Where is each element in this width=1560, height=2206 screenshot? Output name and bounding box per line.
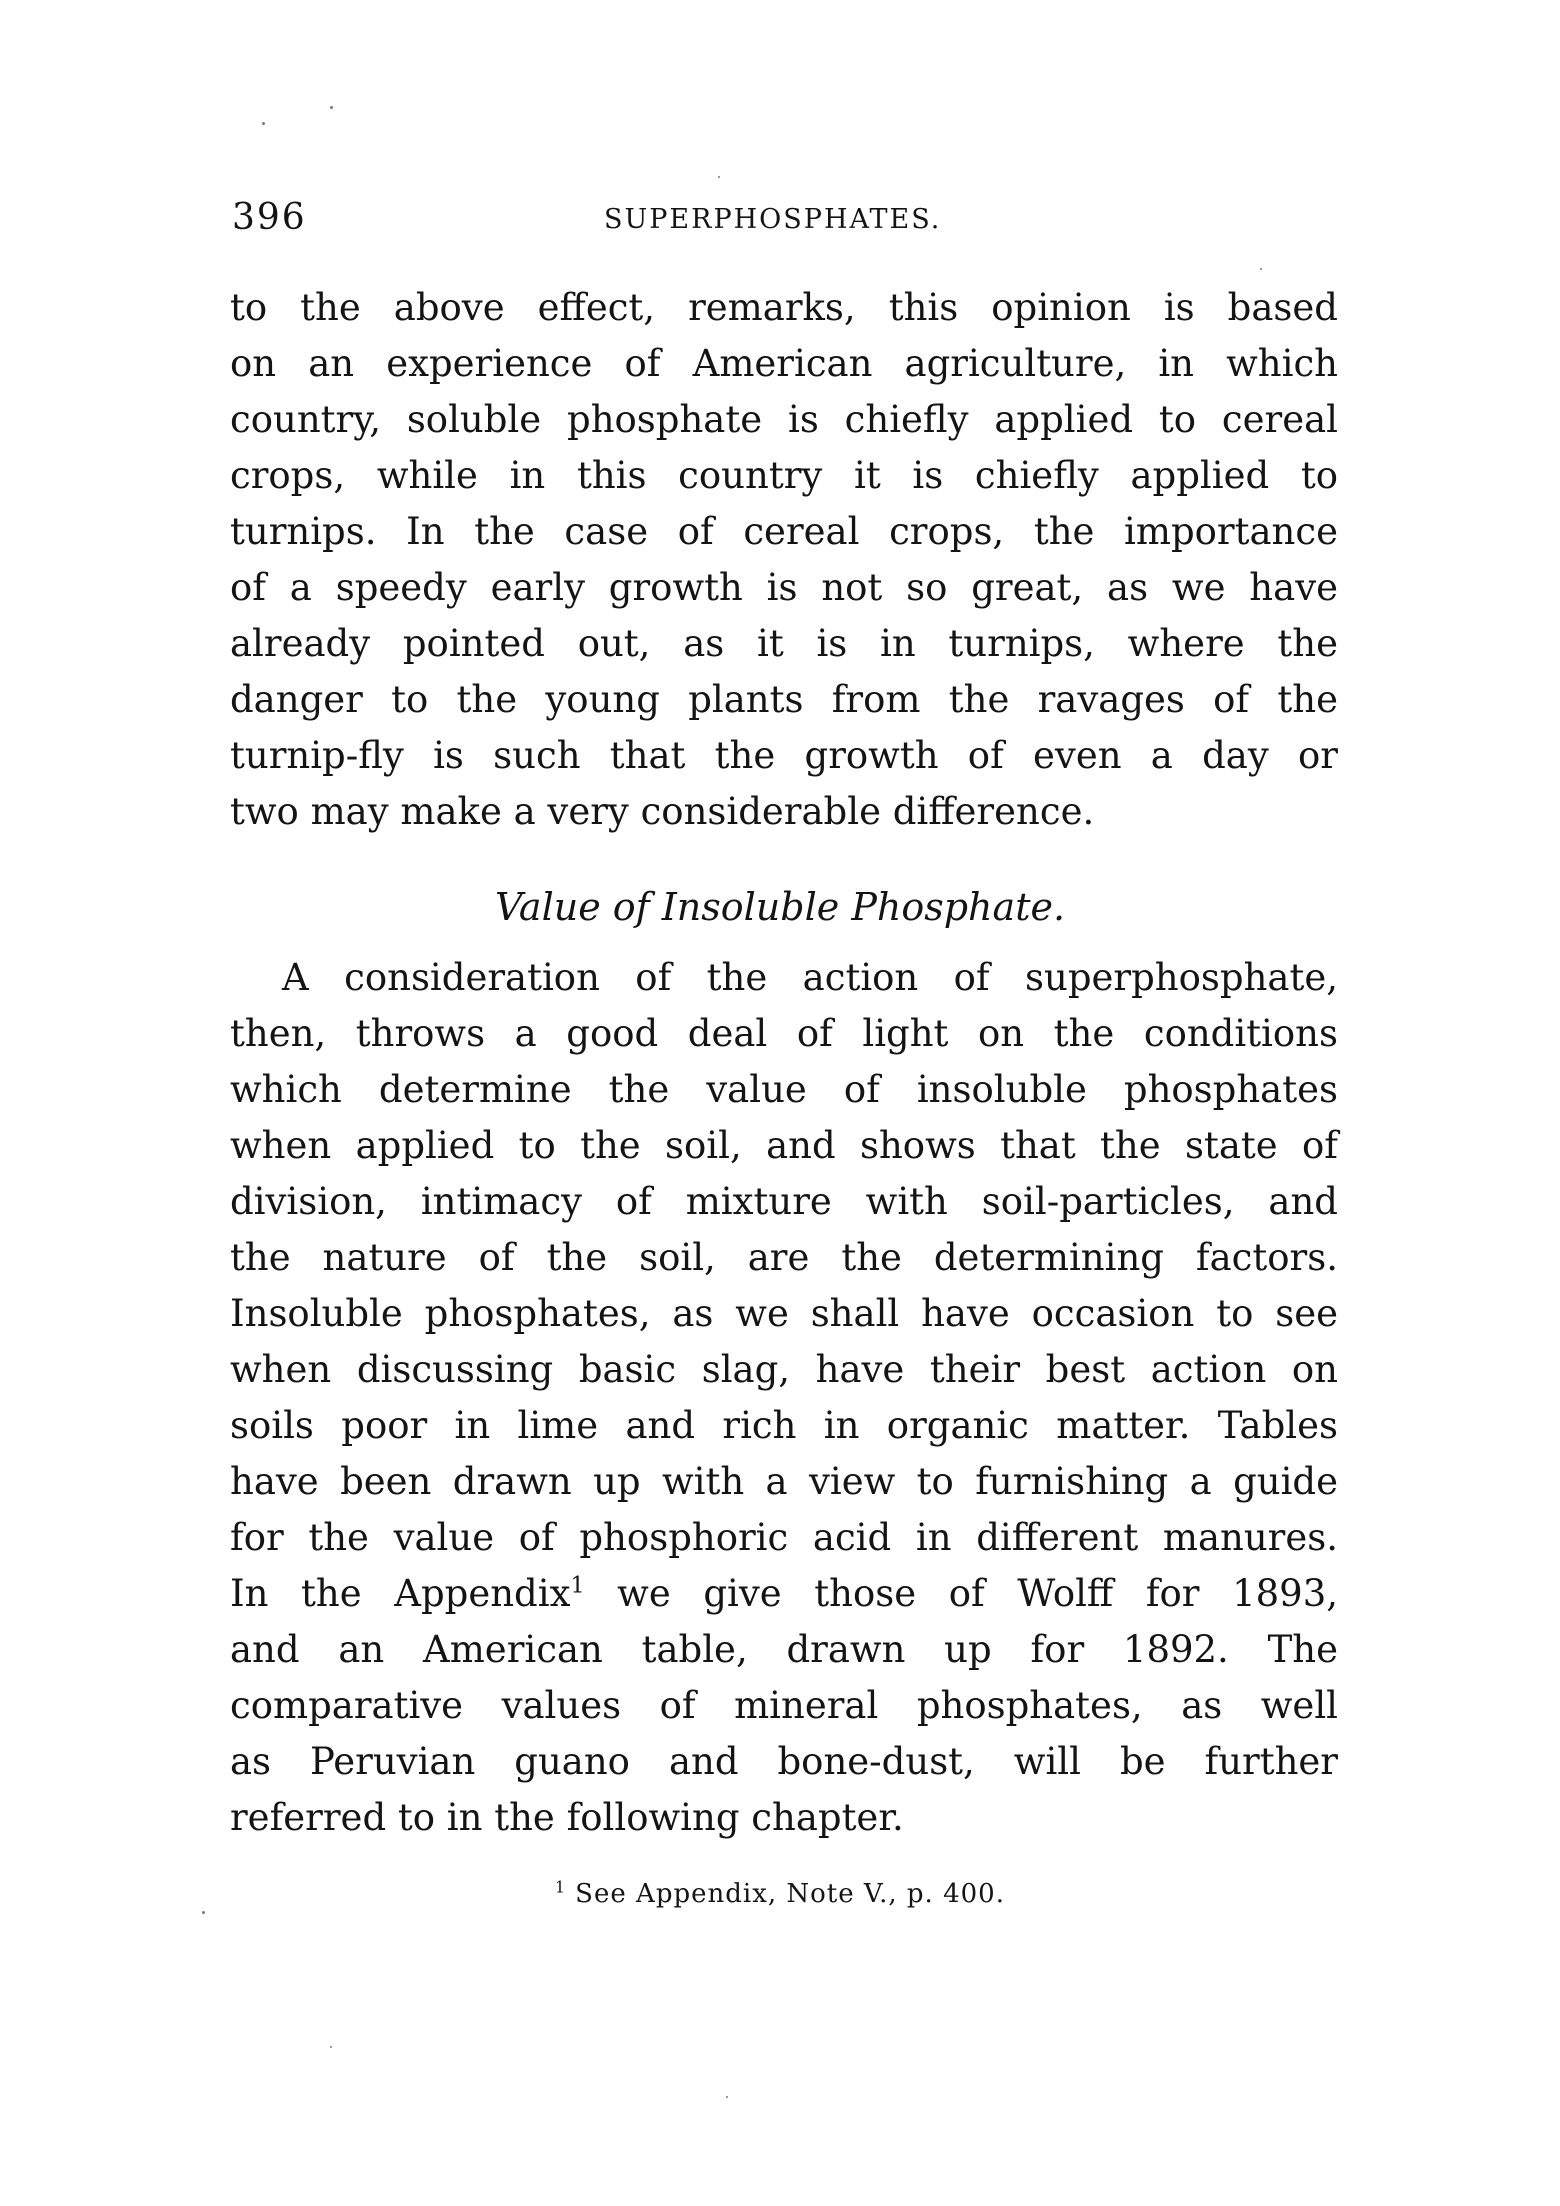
line-text-after-ref: we give those of Wolff for 1893,: [584, 1572, 1338, 1615]
paragraph-2-line: soils poor in lime and rich in organic matter. Tables: [230, 1404, 1338, 1447]
paragraph-2-line: Insoluble phosphates, as we shall have occasion to see: [230, 1292, 1338, 1335]
line-text-before-ref: In the Appendix: [230, 1572, 571, 1615]
paragraph-1-line: danger to the young plants from the ravages of the: [230, 678, 1338, 721]
paragraph-2-line-with-footnote-ref: [230, 1568, 1338, 1620]
footnote-marker: 1: [555, 1878, 566, 1897]
footnote-text: See Appendix, Note V., p. 400.: [565, 1879, 1005, 1909]
paragraph-2-line: when applied to the soil, and shows that the state of: [230, 1124, 1338, 1167]
paragraph-2-line: referred to in the following chapter.: [230, 1796, 904, 1839]
paragraph-1-line: country, soluble phosphate is chiefly applied to cereal: [230, 398, 1338, 441]
paragraph-1-line: turnip-fly is such that the growth of even a day or: [230, 734, 1338, 777]
paragraph-2-line: and an American table, drawn up for 1892. The: [230, 1628, 1338, 1671]
paragraph-2-line: comparative values of mineral phosphates, as well: [230, 1684, 1338, 1727]
scan-speck: [718, 176, 720, 178]
footnote-reference: 1: [570, 1572, 585, 1599]
scan-speck: [330, 2046, 332, 2048]
paragraph-2-line: have been drawn up with a view to furnishing a guide: [230, 1460, 1338, 1503]
paragraph-2-line: then, throws a good deal of light on the conditions: [230, 1012, 1338, 1055]
paragraph-2-line: as Peruvian guano and bone-dust, will be further: [230, 1740, 1338, 1783]
paragraph-2-line: for the value of phosphoric acid in different manures.: [230, 1516, 1338, 1559]
running-title: SUPERPHOSPHATES.: [604, 204, 942, 235]
paragraph-2-line: A consideration of the action of superphosphate,: [282, 956, 1338, 999]
paragraph-1-line: two may make a very considerable difference.: [230, 790, 1095, 833]
paragraph-2-line: the nature of the soil, are the determining factors.: [230, 1236, 1338, 1279]
section-heading: Value of Insoluble Phosphate.: [494, 885, 1066, 929]
paragraph-1-line: turnips. In the case of cereal crops, the importance: [230, 510, 1338, 553]
paragraph-1-line: of a speedy early growth is not so great, as we have: [230, 566, 1338, 609]
paragraph-1-line: crops, while in this country it is chiefly applied to: [230, 454, 1338, 497]
paragraph-2-line: division, intimacy of mixture with soil-particles, and: [230, 1180, 1338, 1223]
paragraph-2-line: which determine the value of insoluble phosphates: [230, 1068, 1338, 1111]
paragraph-2-line: when discussing basic slag, have their best action on: [230, 1348, 1338, 1391]
scan-speck: [726, 2096, 728, 2098]
paragraph-1-line: on an experience of American agriculture, in which: [230, 342, 1338, 385]
scan-speck: [202, 1911, 205, 1914]
scan-speck: [1260, 268, 1262, 270]
scan-speck: [262, 122, 265, 125]
footnote: [0, 1877, 1560, 1911]
paragraph-1-line: to the above effect, remarks, this opinion is based: [230, 286, 1338, 329]
paragraph-1-line: already pointed out, as it is in turnips, where the: [230, 622, 1338, 665]
page-number: 396: [232, 197, 307, 238]
scan-speck: [330, 106, 333, 109]
